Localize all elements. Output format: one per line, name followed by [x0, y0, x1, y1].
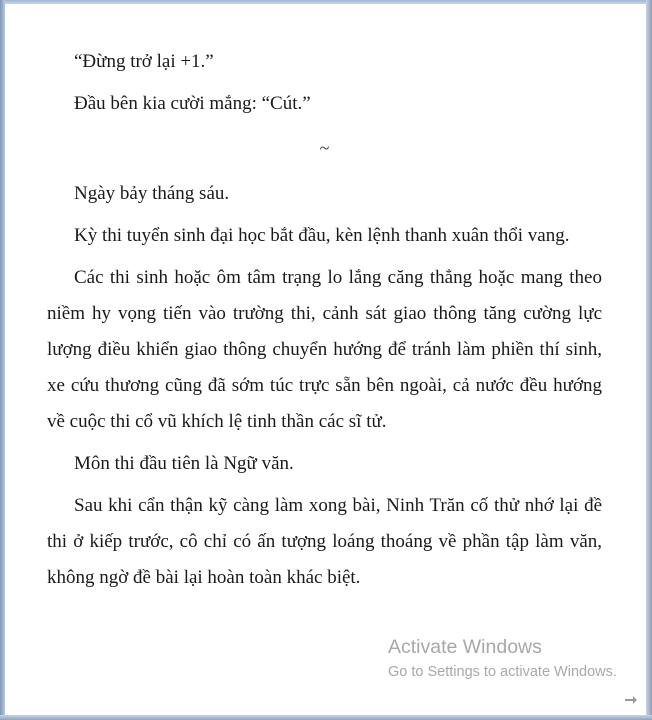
window-frame-right [646, 0, 652, 720]
paragraph-7: Sau khi cẩn thận kỹ càng làm xong bài, Ninh Trăn cố thử nhớ lại đề thi ở kiếp trước, cô chỉ có ấn tượng loáng thoáng về phần tập làm văn, không ngờ đề bài lại hoàn toàn khác biệt. [47, 495, 602, 588]
paragraph-1: “Đừng trở lại +1.” [74, 51, 214, 72]
document-body[interactable] [47, 44, 602, 596]
paragraph-4: Kỳ thi tuyển sinh đại học bắt đầu, kèn lệnh thanh xuân thổi vang. [74, 225, 570, 246]
paragraph-2: Đầu bên kia cười mắng: “Cút.” [74, 93, 311, 114]
resize-grip-icon[interactable] [624, 693, 638, 705]
activate-windows-watermark [388, 635, 617, 682]
watermark-subtitle: Go to Settings to activate Windows. [388, 664, 617, 680]
paragraph-5: Các thi sinh hoặc ôm tâm trạng lo lắng căng thẳng hoặc mang theo niềm hy vọng tiến vào trường thi, cảnh sát giao thông tăng cường lực lượng điều khiển giao thông chuyển hướng để tránh làm phiền thí sinh, xe cứu thương cũng đã sớm túc trực sẵn bên ngoài, cả nước đều hướng về cuộc thi cổ vũ khích lệ tinh thần các sĩ tử. [47, 267, 602, 432]
section-separator: ~ [319, 138, 330, 158]
paragraph-6: Môn thi đầu tiên là Ngữ văn. [74, 453, 294, 474]
window-frame-bottom [0, 715, 652, 720]
paragraph-3: Ngày bảy tháng sáu. [74, 183, 230, 204]
watermark-title: Activate Windows [388, 636, 542, 658]
